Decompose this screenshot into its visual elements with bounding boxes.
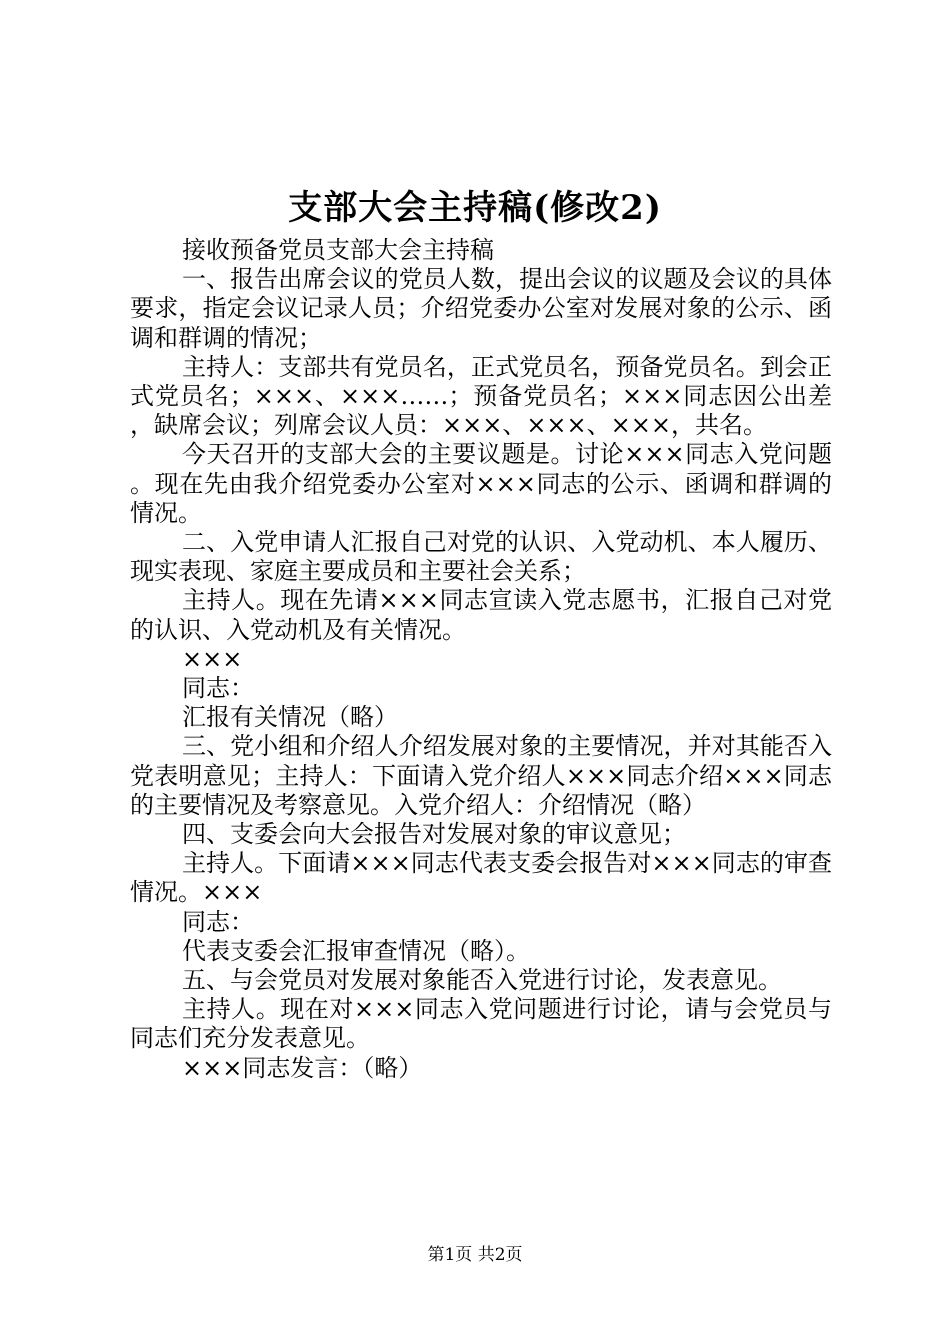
paragraph: 主持人。现在对×××同志入党问题进行讨论，请与会党员与同志们充分发表意见。: [130, 995, 832, 1053]
paragraph: 主持人。现在先请×××同志宣读入党志愿书，汇报自己对党的认识、入党动机及有关情况。: [130, 586, 832, 644]
paragraph: 代表支委会汇报审查情况（略）。: [182, 936, 530, 965]
paragraph: 五、与会党员对发展对象能否入党进行讨论，发表意见。: [182, 966, 782, 995]
paragraph: ×××: [182, 644, 243, 673]
page-number-footer: 第1页 共2页: [427, 1245, 523, 1265]
paragraph: 一、报告出席会议的党员人数，提出会议的议题及会议的具体要求，指定会议记录人员；介绍党委办公室对发展对象的公示、函调和群调的情况；: [130, 265, 832, 352]
paragraph: 同志：: [182, 674, 254, 703]
paragraph: ×××同志发言：（略）: [182, 1053, 423, 1082]
document-title: 支部大会主持稿(修改2): [288, 188, 662, 228]
paragraph: 四、支委会向大会报告对发展对象的审议意见；: [182, 820, 686, 849]
paragraph: 同志：: [182, 907, 254, 936]
paragraph: 主持人。下面请×××同志代表支委会报告对×××同志的审查情况。×××: [130, 849, 832, 907]
paragraph: 三、党小组和介绍人介绍发展对象的主要情况，并对其能否入党表明意见；主持人：下面请入党介绍人×××同志介绍×××同志的主要情况及考察意见。入党介绍人：介绍情况（略）: [130, 732, 832, 819]
paragraph: 二、入党申请人汇报自己对党的认识、入党动机、本人履历、现实表现、家庭主要成员和主要社会关系；: [130, 528, 832, 586]
paragraph: 接收预备党员支部大会主持稿: [182, 236, 494, 264]
paragraph: 汇报有关情况（略）: [182, 703, 398, 732]
paragraph: 主持人：支部共有党员名，正式党员名，预备党员名。到会正式党员名；×××、×××……；预备党员名；×××同志因公出差，缺席会议；列席会议人员：×××、×××、×××，共名。: [130, 352, 832, 440]
paragraph: 今天召开的支部大会的主要议题是。讨论×××同志入党问题。现在先由我介绍党委办公室对×××同志的公示、函调和群调的情况。: [130, 440, 832, 527]
document-body: [130, 236, 832, 1083]
